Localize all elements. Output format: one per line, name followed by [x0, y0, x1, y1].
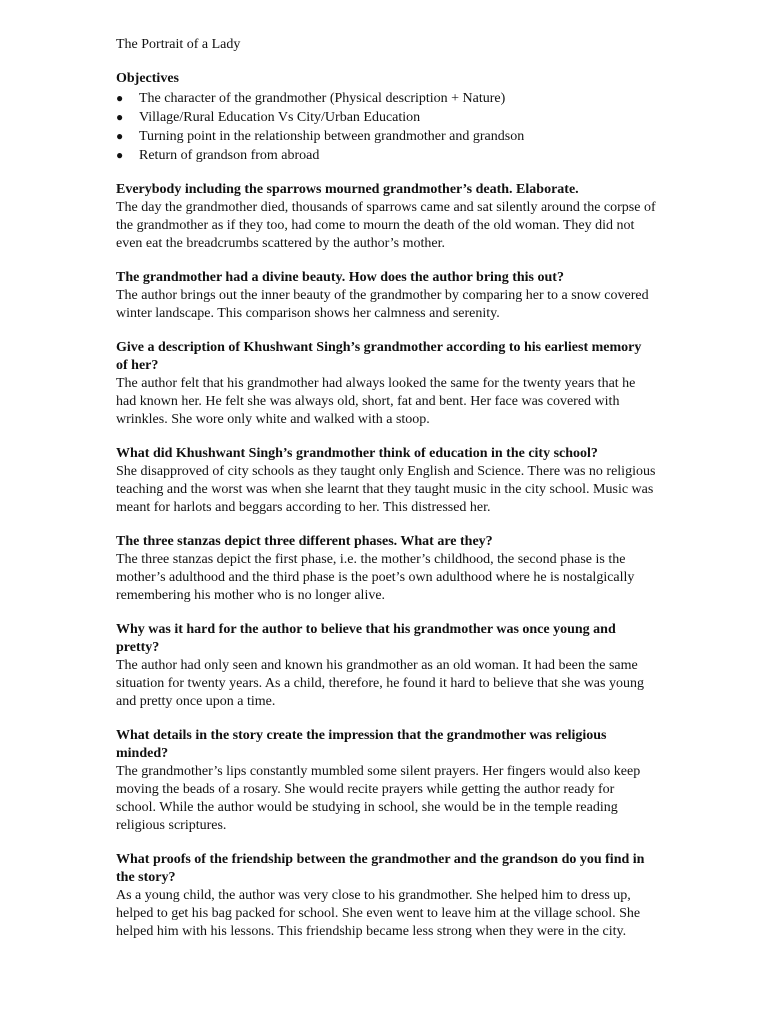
qa-block: [116, 621, 656, 711]
answer-text: The author felt that his grandmother had always looked the same for the twenty years that he had known her. He felt she was always old, short, fat and bent. Her face was covered with wrinkles. She wore only white and walked with a stoop.: [116, 376, 636, 427]
bullet-icon: ●: [116, 148, 124, 162]
question-text: What did Khushwant Singh’s grandmother think of education in the city school?: [116, 446, 598, 461]
answer-text: The author had only seen and known his grandmother as an old woman. It had been the same situation for twenty years. As a child, therefore, he found it hard to believe that she was young and pretty once upon a time.: [116, 658, 644, 709]
objective-text: Turning point in the relationship between grandmother and grandson: [139, 129, 525, 144]
qa-block: [116, 445, 656, 517]
qa-block: [116, 727, 656, 835]
answer-text: The author brings out the inner beauty of the grandmother by comparing her to a snow covered winter landscape. This comparison shows her calmness and serenity.: [116, 288, 649, 321]
question-text: What details in the story create the impression that the grandmother was religious minded?: [116, 728, 607, 761]
qa-block: [116, 181, 656, 253]
document-page: [116, 36, 656, 941]
qa-block: [116, 851, 656, 941]
qa-block: [116, 339, 656, 429]
question-text: What proofs of the friendship between the grandmother and the grandson do you find in the story?: [116, 852, 645, 885]
objective-text: Village/Rural Education Vs City/Urban Education: [139, 110, 421, 125]
bullet-icon: ●: [116, 91, 124, 105]
bullet-icon: ●: [116, 110, 124, 124]
question-text: Everybody including the sparrows mourned grandmother’s death. Elaborate.: [116, 182, 579, 197]
question-text: Give a description of Khushwant Singh’s grandmother according to his earliest memory of her?: [116, 340, 642, 373]
answer-text: She disapproved of city schools as they taught only English and Science. There was no religious teaching and the worst was when she learnt that they taught music in the city school. Music was meant for harlots and beggars according to her. This distressed her.: [116, 464, 656, 515]
objectives-list: [116, 89, 656, 165]
qa-block: [116, 533, 656, 605]
answer-text: The grandmother’s lips constantly mumbled some silent prayers. Her fingers would also keep moving the beads of a rosary. She would recite prayers while getting the author ready for school. While the author would be studying in school, she would be in the temple reading religious scriptures.: [116, 764, 641, 833]
objective-item: [116, 146, 656, 165]
answer-text: The three stanzas depict the first phase, i.e. the mother’s childhood, the second phase is the mother’s adulthood and the third phase is the poet’s own adulthood where he is nostalgically remembering his mother who is no longer alive.: [116, 552, 635, 603]
objective-item: [116, 127, 656, 146]
qa-block: [116, 269, 656, 323]
question-text: Why was it hard for the author to believe that his grandmother was once young and pretty?: [116, 622, 616, 655]
question-text: The three stanzas depict three different phases. What are they?: [116, 534, 493, 549]
answer-text: The day the grandmother died, thousands of sparrows came and sat silently around the corpse of the grandmother as if they too, had come to mourn the death of the old woman. They did not even eat the breadcrumbs scattered by the author’s mother.: [116, 200, 656, 251]
bullet-icon: ●: [116, 129, 124, 143]
objective-text: The character of the grandmother (Physical description + Nature): [139, 91, 506, 106]
question-text: The grandmother had a divine beauty. How does the author bring this out?: [116, 270, 564, 285]
objective-text: Return of grandson from abroad: [139, 148, 320, 163]
objective-item: [116, 89, 656, 108]
objectives-section: [116, 70, 656, 165]
answer-text: As a young child, the author was very close to his grandmother. She helped him to dress up, helped to get his bag packed for school. She even went to leave him at the village school. She helped him with his lessons. This friendship became less strong when they were in the city.: [116, 888, 641, 939]
objective-item: [116, 108, 656, 127]
document-title: The Portrait of a Lady: [116, 37, 241, 52]
objectives-heading: Objectives: [116, 71, 179, 86]
